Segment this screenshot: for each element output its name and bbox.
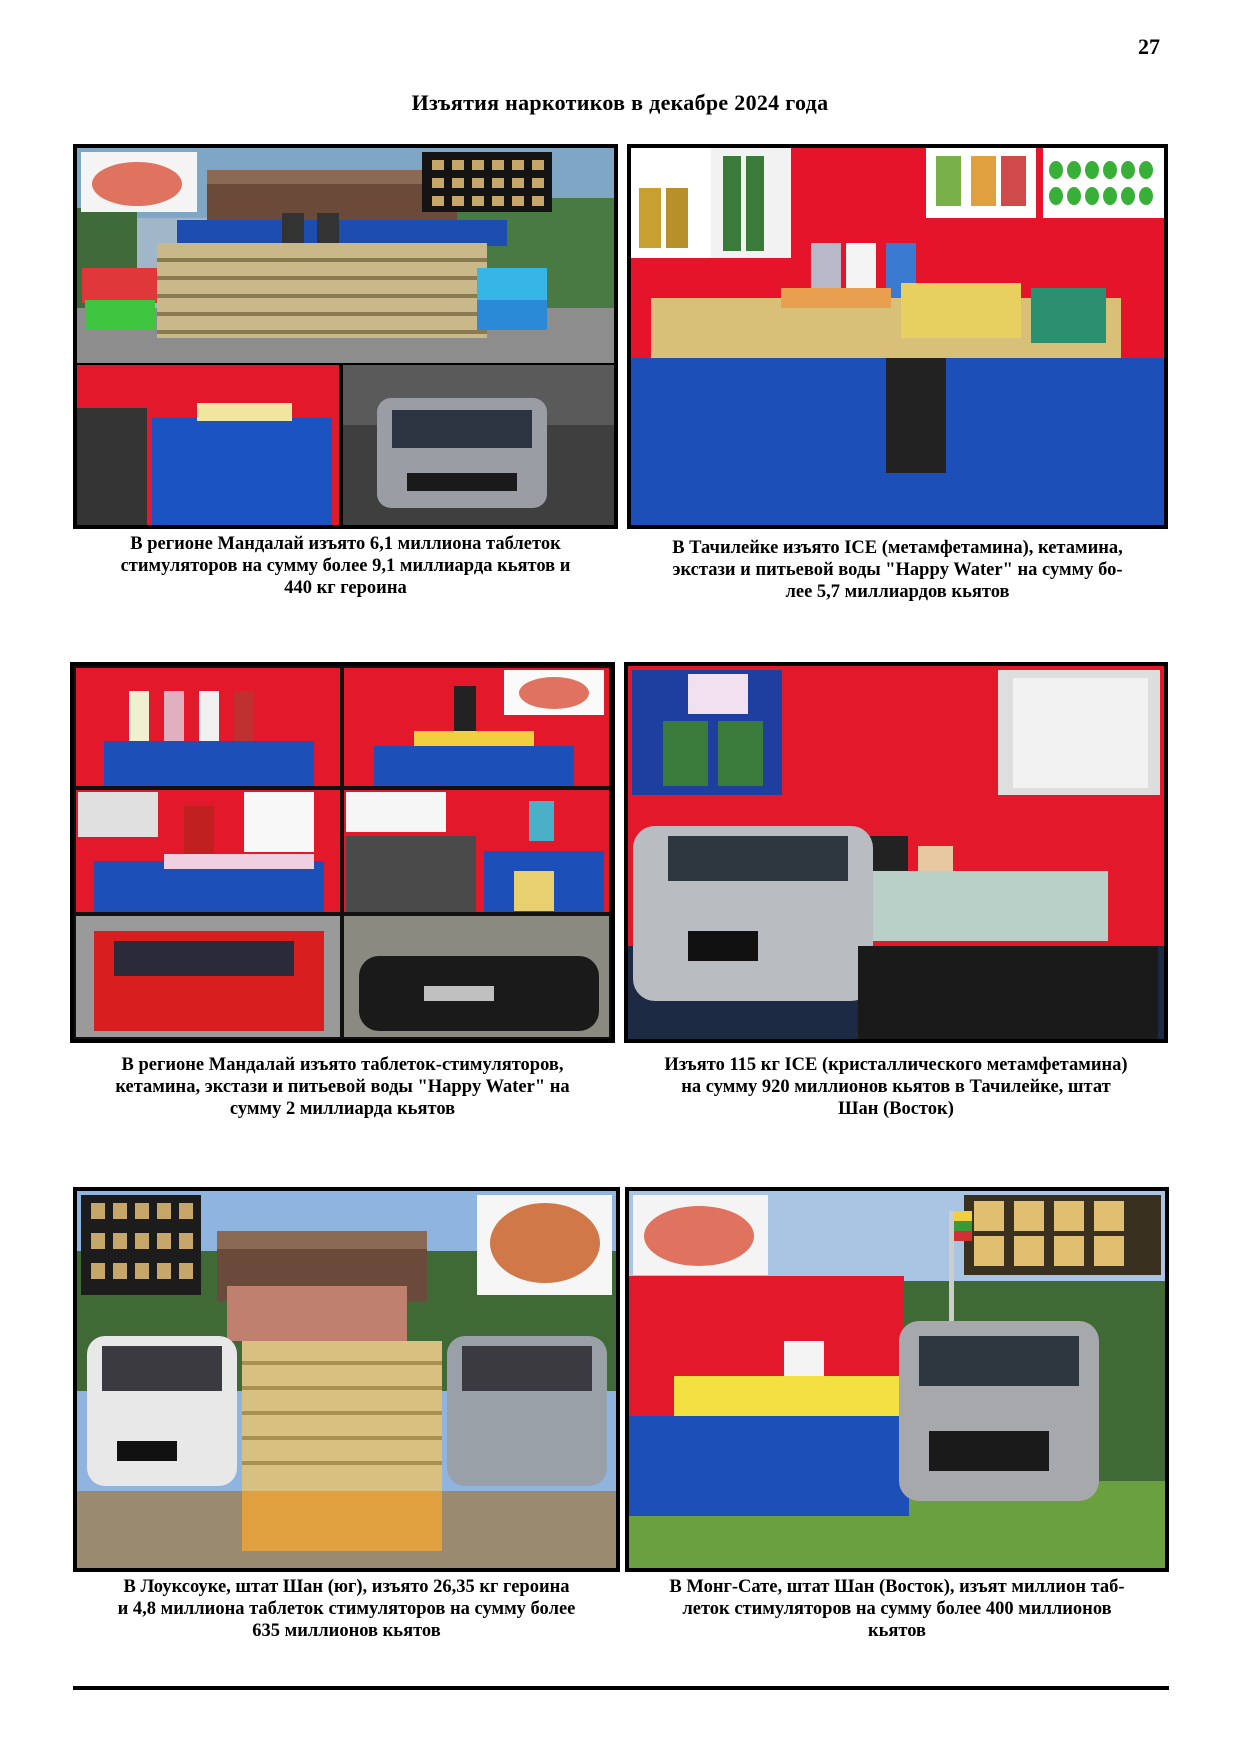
caption-line: 635 миллионов кьятов — [252, 1621, 441, 1641]
photo-tachileik-seizure-1 — [627, 144, 1168, 529]
caption-line: и 4,8 миллиона таблеток стимуляторов на сумму более — [117, 1599, 576, 1619]
caption-5 — [73, 1576, 620, 1642]
caption-line: леток стимуляторов на сумму более 400 миллионов — [682, 1599, 1112, 1619]
page-title: Изъятия наркотиков в декабре 2024 года — [411, 90, 829, 115]
caption-line: В Лоуксоуке, штат Шан (юг), изъято 26,35 кг героина — [123, 1577, 570, 1597]
caption-2 — [627, 537, 1168, 603]
caption-line: кьятов — [867, 1621, 927, 1641]
caption-line: экстази и питьевой воды "Happy Water" на сумму бо- — [672, 560, 1123, 580]
caption-6 — [625, 1576, 1169, 1642]
caption-line: стимуляторов на сумму более 9,1 миллиарда кьятов и — [120, 556, 571, 576]
caption-line: В регионе Мандалай изъято таблеток-стимуляторов, — [121, 1055, 564, 1075]
caption-line: лее 5,7 миллиардов кьятов — [785, 582, 1010, 602]
caption-line: 440 кг героина — [284, 578, 407, 598]
caption-3 — [70, 1054, 615, 1120]
photo-mandalay-seizure-2 — [70, 662, 615, 1043]
bottom-rule — [73, 1686, 1169, 1690]
photo-mong-sat-seizure — [625, 1187, 1169, 1572]
caption-line: на сумму 920 миллионов кьятов в Тачилейке, штат — [681, 1077, 1111, 1097]
caption-line: В Тачилейке изъято ICE (метамфетамина), кетамина, — [672, 538, 1123, 558]
page-number: 27 — [1138, 34, 1160, 59]
caption-line: В Монг-Сате, штат Шан (Восток), изъят миллион таб- — [669, 1577, 1125, 1597]
photo-tachileik-ice-seizure — [624, 662, 1168, 1043]
caption-line: сумму 2 миллиарда кьятов — [229, 1099, 456, 1119]
caption-line: Шан (Восток) — [838, 1099, 954, 1119]
caption-1 — [73, 533, 618, 599]
caption-line: Изъято 115 кг ICE (кристаллического метамфетамина) — [664, 1055, 1128, 1075]
caption-4 — [624, 1054, 1168, 1120]
caption-line: кетамина, экстази и питьевой воды "Happy Water" на — [115, 1077, 570, 1097]
photo-mandalay-seizure-1 — [73, 144, 618, 529]
caption-line: В регионе Мандалай изъято 6,1 миллиона таблеток — [130, 534, 561, 554]
photo-loiksaw-seizure — [73, 1187, 620, 1572]
